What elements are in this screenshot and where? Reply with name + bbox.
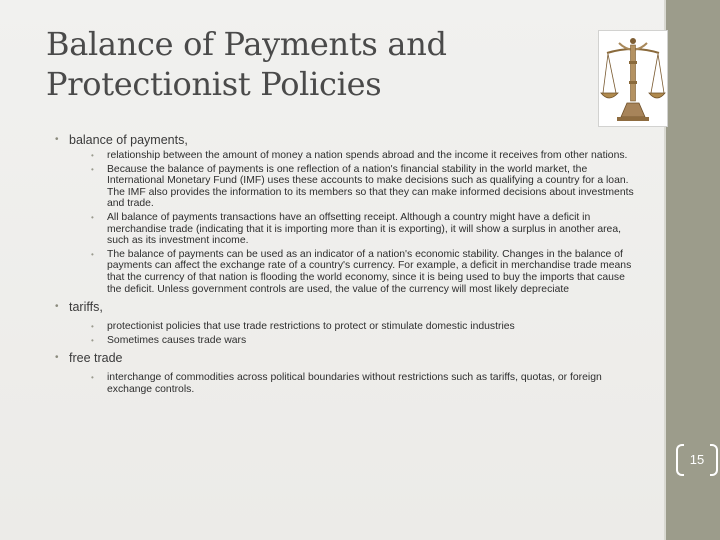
sub-bullet-list <box>91 321 637 346</box>
list-item <box>91 212 637 247</box>
bullet-list <box>55 132 637 396</box>
list-item <box>91 150 637 162</box>
page-number-text: 15 <box>689 452 705 467</box>
list-item-text: All balance of payments transactions have an offsetting receipt. Although a country might have a deficit in merchandise trade (indicating that it is importing more than it is exporting), it will show a surplus in another area, such as its investment income. <box>107 211 622 247</box>
section-tariffs <box>55 299 637 346</box>
left-bracket-icon <box>676 444 684 476</box>
sub-bullet-icon: • <box>91 151 94 160</box>
section-heading: free trade <box>69 351 123 366</box>
balance-scale-image <box>598 30 668 127</box>
list-item-text: The balance of payments can be used as an indicator of a nation's economic stability. Changes in the balance of payments can affect the exchange rate of a country's currency. For example, a deficit in merchandise trade means that the currency of that nation is flooding the world economy, since it is being used to buy the imports that cause the deficit. Unless government controls are used, the value of the currency will most likely depreciate <box>107 248 632 295</box>
balance-scale-icon <box>599 31 667 126</box>
list-item <box>91 321 637 333</box>
slide-content <box>55 128 637 398</box>
list-item-text: relationship between the amount of money a nation spends abroad and the income it receives from other nations. <box>107 150 628 161</box>
list-item <box>91 335 637 347</box>
sub-bullet-icon: • <box>91 164 94 174</box>
list-item-text: interchange of commodities across political boundaries without restrictions such as tariffs, quotas, or foreign exchange controls. <box>107 372 602 395</box>
list-item <box>91 249 637 295</box>
sub-bullet-icon: • <box>91 373 94 383</box>
sub-bullet-list <box>91 150 637 295</box>
section-heading: balance of payments, <box>69 133 188 147</box>
sub-bullet-icon: • <box>91 212 94 222</box>
list-item <box>91 372 637 395</box>
sub-bullet-icon: • <box>91 335 94 345</box>
slide-title-line-2: Protectionist Policies <box>46 65 382 103</box>
sub-bullet-icon: • <box>91 249 94 259</box>
right-bracket-icon <box>710 444 718 476</box>
bullet-icon: • <box>55 352 59 364</box>
list-item-text: Sometimes causes trade wars <box>107 334 247 346</box>
list-item-text: Because the balance of payments is one reflection of a nation's financial stability in the world market, the International Monetary Fund (IMF) uses these accounts to make decisions such as qualifying a country for a loan. The IMF also provides the information to its members so that they can make informed decisions about investments and trade. <box>107 163 634 210</box>
section-free-trade <box>55 350 637 395</box>
list-item-text: protectionist policies that use trade restrictions to protect or stimulate domestic industries <box>107 321 515 333</box>
bullet-icon: • <box>55 134 59 145</box>
slide-title <box>46 24 566 104</box>
section-heading: tariffs, <box>69 300 103 315</box>
bullet-icon: • <box>55 301 59 313</box>
sub-bullet-list <box>91 372 637 395</box>
page-number <box>676 444 718 478</box>
slide-title-line-1: Balance of Payments and <box>46 25 447 63</box>
list-item <box>91 164 637 210</box>
sub-bullet-icon: • <box>91 322 94 332</box>
section-balance-of-payments <box>55 132 637 295</box>
